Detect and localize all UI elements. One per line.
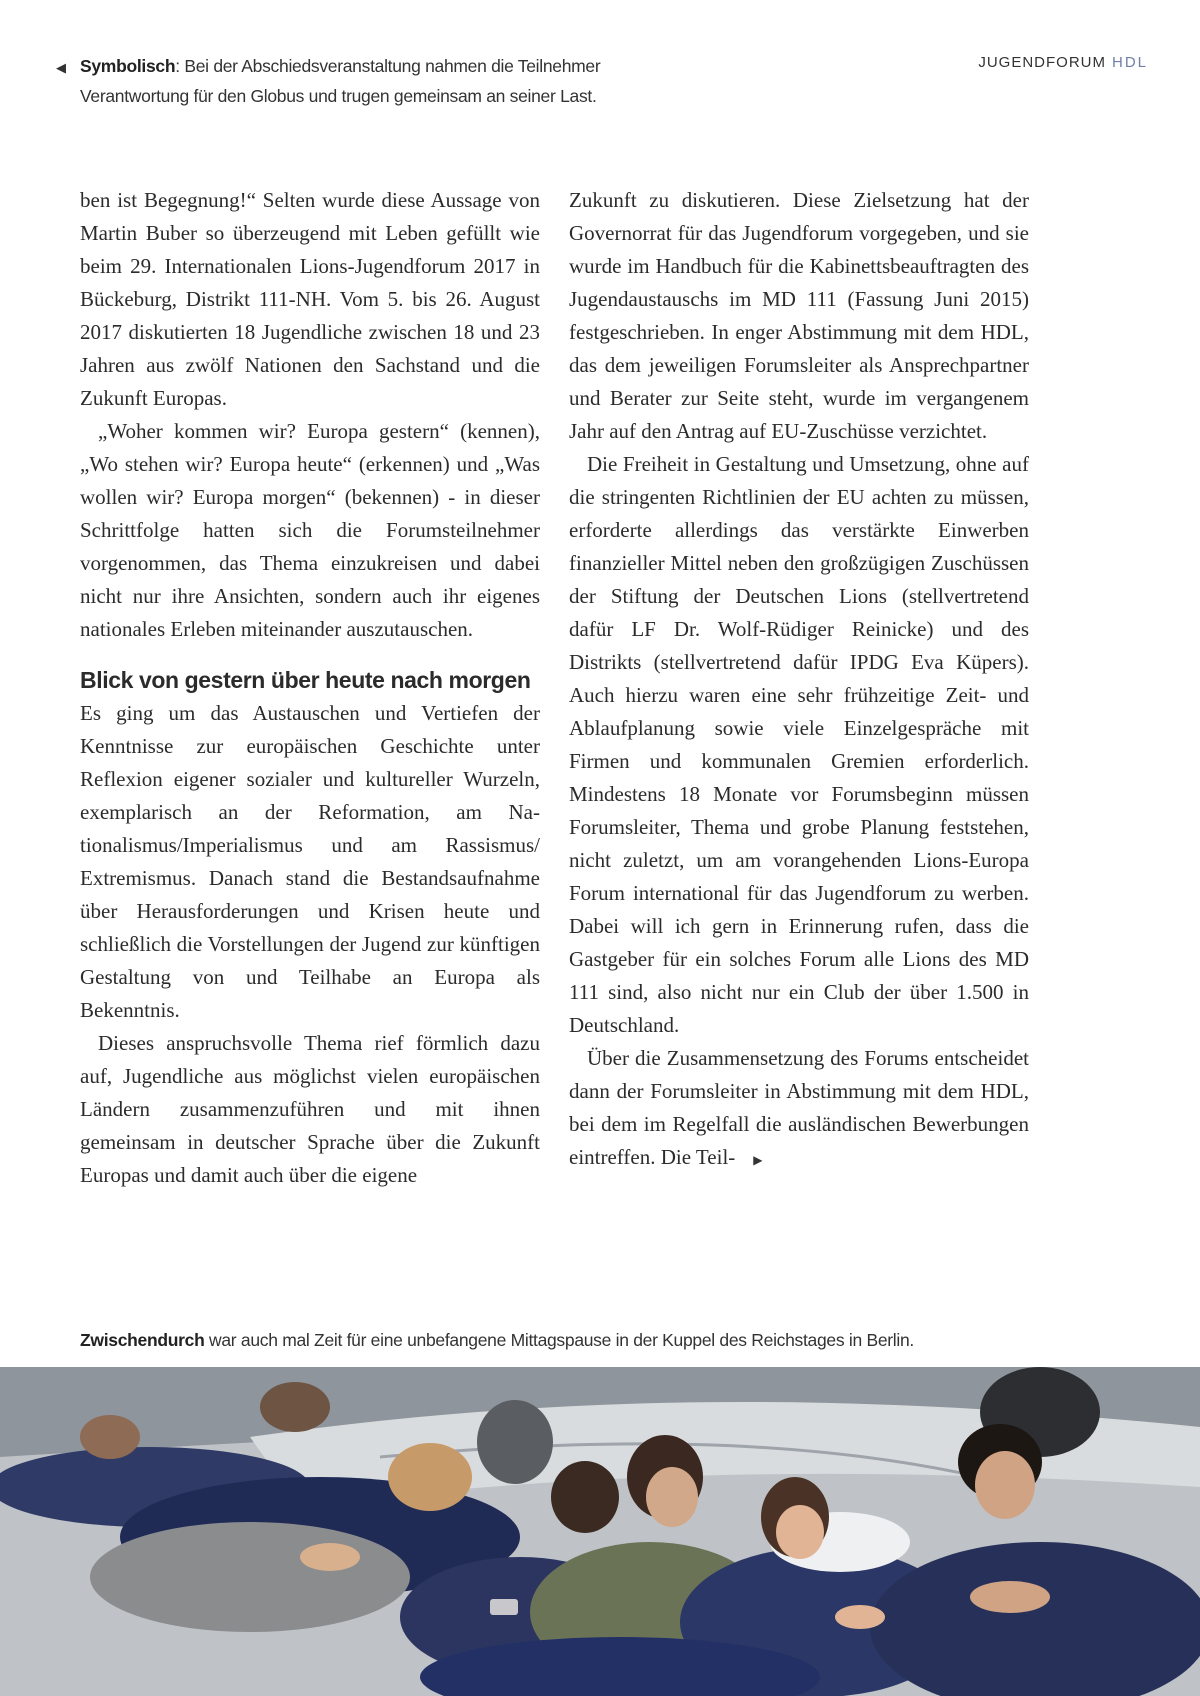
- paragraph: ben ist Begegnung!“ Selten wurde diese Aussage von Martin Buber so überzeugend mit Leben gefüllt wie beim 29. Internationalen Lions-Jugendforum 2017 in Bückeburg, Distrikt 111-NH. Vom 5. bis 26. August 2017 diskutierten 18 Jugendliche zwischen 18 und 23 Jahren aus zwölf Nationen den Sachstand und die Zukunft Europas.: [80, 188, 540, 410]
- bottom-photo-caption: [80, 1330, 1140, 1351]
- paragraph: Es ging um das Austauschen und Vertiefen der Kenntnisse zur europäischen Geschichte unter Reflexion eigener sozialer und kultureller Wurzeln, exemplarisch an der Reformation, am Nationalismus/Imperialismus und am Rassismus/ Extremismus. Danach stand die Bestandsaufnahme über Herausforderungen und Krisen heute und schließlich die Vorstellungen der Jugend zur künftigen Gestaltung von und Teilhabe an Europa als Bekenntnis.: [80, 701, 540, 1022]
- section-brand: HDL: [1111, 54, 1148, 71]
- paragraph-text: Über die Zusammensetzung des Forums entscheidet dann der Forumsleiter in Abstimmung mit dem HDL, bei dem im Regelfall die ausländischen Bewerbungen eintreffen. Die Teil-: [569, 1046, 1029, 1169]
- paragraph: „Woher kommen wir? Europa gestern“ (kennen), „Wo stehen wir? Europa heute“ (erkennen) und „Was wollen wir? Europa morgen“ (bekennen) - in dieser Schrittfolge hatten sich die Forumsteilnehmer vorgenommen, das Thema einzukreisen und dabei nicht nur ihre Ansichten, sondern auch ihr eigenes nationales Erleben miteinander auszutauschen.: [80, 419, 540, 641]
- paragraph: Die Freiheit in Gestaltung und Umsetzung, ohne auf die stringenten Richtlinien der EU achten zu müssen, erforderte allerdings das verstärkte Einwerben finanzieller Mittel neben den großzügigen Zuschüssen der Stiftung der Deutschen Lions (stellvertretend dafür LF Dr. Wolf-Rüdiger Reinicke) und des Distrikts (stellvertretend dafür IPDG Eva Küpers). Auch hierzu waren eine sehr frühzeitige Zeit- und Ablaufplanung sowie viele Einzelgespräche mit Firmen und kommunalen Gremien erforderlich. Mindestens 18 Monate vor Forumsbeginn müssen Forumsleiter, Thema und grobe Planung feststehen, nicht zuletzt, um am vorangehenden Lions-Europa Forum international für das Jugendforum zu werben. Dabei will ich gern in Erinnerung rufen, dass die Gastgeber für ein solches Forum alle Lions des MD 111 sind, also nicht nur ein Club der über 1.500 in Deutschland.: [569, 452, 1029, 1037]
- paragraph: Dieses anspruchsvolle Thema rief förmlich dazu auf, Jugendliche aus möglichst vielen europäischen Ländern zusammenzuführen und mit ihnen gemeinsam in deutscher Sprache über die Zukunft Europas und damit auch über die eigene: [80, 1031, 540, 1187]
- section-label: JUGENDFORUM: [978, 54, 1106, 71]
- article-column-left: [80, 184, 540, 1192]
- group-photo: [0, 1367, 1200, 1696]
- caption-bold-lead: Zwischendurch: [80, 1330, 205, 1350]
- top-photo-caption: [56, 52, 616, 111]
- article-column-right: [569, 184, 1029, 1177]
- caption-bold-lead: Symbolisch: [80, 56, 176, 76]
- running-head: [978, 54, 1148, 71]
- caret-left-icon: ◀: [56, 60, 66, 75]
- caret-right-icon: ▶: [753, 1153, 763, 1167]
- caption-text: war auch mal Zeit für eine unbefangene Mittagspause in der Kuppel des Reichstages in Berlin.: [204, 1330, 914, 1350]
- caption-text-line2: Verantwortung für den Globus und trugen gemeinsam an seiner Last.: [80, 86, 597, 106]
- paragraph: Zukunft zu diskutieren. Diese Zielsetzung hat der Governorrat für das Jugendforum vorgegeben, und sie wurde im Handbuch für die Kabinettsbeauftragten des Jugendaustauschs im MD 111 (Fassung Juni 2015) festgeschrieben. In enger Abstimmung mit dem HDL, das dem jeweiligen Forumsleiter als Ansprechpartner und Berater zur Seite steht, wurde im vergangenem Jahr auf den Antrag auf EU-Zuschüsse verzichtet.: [569, 188, 1029, 443]
- paragraph-last: [569, 1042, 1029, 1177]
- caption-text: : Bei der Abschiedsveranstaltung nahmen die Teilnehmer: [175, 56, 601, 76]
- section-heading: Blick von gestern über heute nach morgen: [80, 667, 531, 693]
- photo-illustration: [0, 1367, 1200, 1696]
